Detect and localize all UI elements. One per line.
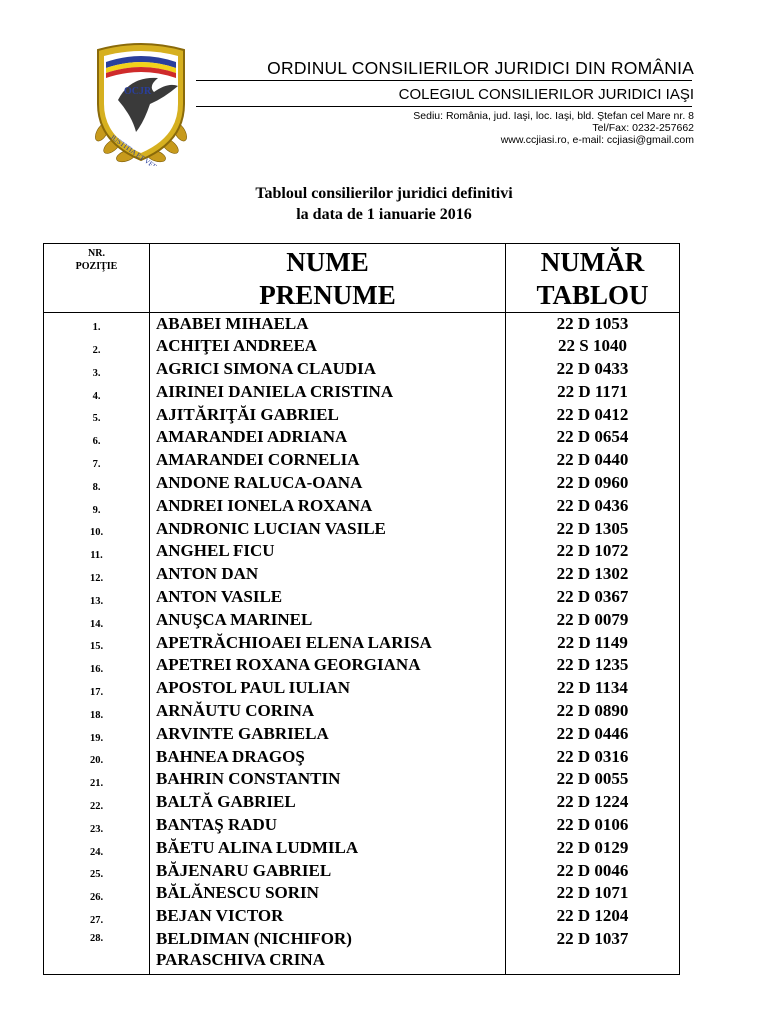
row-position: 4. <box>44 381 150 404</box>
row-name-line1: BAHNEA DRAGOŞ <box>156 746 305 766</box>
row-name-line1: BALTĂ GABRIEL <box>156 792 296 812</box>
table-row <box>44 700 680 723</box>
title-line1: Tabloul consilierilor juridici definitivi <box>255 185 513 202</box>
row-number: 22 S 1040 <box>506 335 680 358</box>
table-row <box>44 472 680 495</box>
row-name <box>150 700 506 723</box>
row-position: 28. <box>44 928 150 974</box>
row-number: 22 D 1171 <box>506 381 680 404</box>
table-row <box>44 791 680 814</box>
row-name <box>150 860 506 883</box>
row-name <box>150 791 506 814</box>
row-position: 27. <box>44 905 150 928</box>
row-number: 22 D 1053 <box>506 313 680 336</box>
row-name-line1: ANUŞCA MARINEL <box>156 609 313 629</box>
row-name <box>150 928 506 974</box>
header-nr-line1: NR. <box>88 248 105 259</box>
row-name <box>150 472 506 495</box>
row-name <box>150 837 506 860</box>
row-number: 22 D 0367 <box>506 586 680 609</box>
row-number: 22 D 0654 <box>506 426 680 449</box>
row-position: 15. <box>44 632 150 655</box>
row-name-line1: AGRICI SIMONA CLAUDIA <box>156 359 377 379</box>
row-name-line1: ANTON VASILE <box>156 587 283 607</box>
table-row <box>44 609 680 632</box>
row-name-line1: APETREI ROXANA GEORGIANA <box>156 655 421 675</box>
row-name-line1: AMARANDEI CORNELIA <box>156 450 360 470</box>
row-name <box>150 313 506 336</box>
row-position: 14. <box>44 609 150 632</box>
table-row <box>44 335 680 358</box>
web-email-text: www.ccjiasi.ro, e-mail: ccjiasi@gmail.com <box>500 134 694 146</box>
row-name-line1: ANDONE RALUCA-OANA <box>156 473 363 493</box>
row-name-line1: ANGHEL FICU <box>156 541 275 561</box>
header-name-line1: NUME <box>286 247 369 277</box>
document-title <box>0 183 768 225</box>
row-name-line1: APOSTOL PAUL IULIAN <box>156 678 350 698</box>
row-number: 22 D 0106 <box>506 814 680 837</box>
row-name-line1: ARVINTE GABRIELA <box>156 723 329 743</box>
table-row <box>44 723 680 746</box>
row-name <box>150 768 506 791</box>
row-name <box>150 495 506 518</box>
row-name <box>150 540 506 563</box>
row-number: 22 D 1305 <box>506 518 680 541</box>
row-name <box>150 677 506 700</box>
row-name <box>150 654 506 677</box>
row-name-line1: BEJAN VICTOR <box>156 906 284 926</box>
row-position: 19. <box>44 723 150 746</box>
row-number: 22 D 0960 <box>506 472 680 495</box>
table-row <box>44 586 680 609</box>
row-number: 22 D 0446 <box>506 723 680 746</box>
row-name <box>150 449 506 472</box>
row-position: 23. <box>44 814 150 837</box>
row-number: 22 D 1037 <box>506 928 680 974</box>
header-name <box>150 244 506 313</box>
header-nr <box>44 244 150 313</box>
row-name <box>150 882 506 905</box>
table-row <box>44 313 680 336</box>
row-number: 22 D 0046 <box>506 860 680 883</box>
row-position: 26. <box>44 882 150 905</box>
row-position: 18. <box>44 700 150 723</box>
address-text: Sediu: România, jud. Iaşi, loc. Iaşi, bld. Ştefan cel Mare nr. 8 <box>413 110 694 122</box>
row-name <box>150 381 506 404</box>
row-position: 12. <box>44 563 150 586</box>
row-name-line1: ANDRONIC LUCIAN VASILE <box>156 518 386 538</box>
row-name-line1: AJITĂRIŢĂI GABRIEL <box>156 404 339 424</box>
table-row <box>44 495 680 518</box>
header-num-line1: NUMĂR <box>540 247 645 277</box>
row-number: 22 D 0890 <box>506 700 680 723</box>
table-row <box>44 746 680 769</box>
row-number: 22 D 1071 <box>506 882 680 905</box>
row-position: 9. <box>44 495 150 518</box>
row-position: 1. <box>44 313 150 336</box>
row-position: 22. <box>44 791 150 814</box>
row-number: 22 D 0079 <box>506 609 680 632</box>
row-position: 17. <box>44 677 150 700</box>
row-position: 3. <box>44 358 150 381</box>
row-number: 22 D 0436 <box>506 495 680 518</box>
row-name <box>150 563 506 586</box>
row-name <box>150 632 506 655</box>
row-number: 22 D 1134 <box>506 677 680 700</box>
table-row <box>44 426 680 449</box>
row-name-line1: ACHIŢEI ANDREEA <box>156 336 318 356</box>
header-number <box>506 244 680 313</box>
row-position: 5. <box>44 404 150 427</box>
row-position: 10. <box>44 518 150 541</box>
table-row <box>44 905 680 928</box>
row-name <box>150 404 506 427</box>
row-number: 22 D 1224 <box>506 791 680 814</box>
row-name-line1: BELDIMAN (NICHIFOR) <box>156 929 352 949</box>
table-row <box>44 654 680 677</box>
row-number: 22 D 1149 <box>506 632 680 655</box>
row-name-line1: AMARANDEI ADRIANA <box>156 427 348 447</box>
row-number: 22 D 0440 <box>506 449 680 472</box>
row-name-line1: ABABEI MIHAELA <box>156 314 309 333</box>
row-position: 8. <box>44 472 150 495</box>
header-name-line2: PRENUME <box>259 280 396 310</box>
table-row <box>44 449 680 472</box>
row-name <box>150 905 506 928</box>
row-name <box>150 723 506 746</box>
table-row <box>44 837 680 860</box>
title-line2: la data de 1 ianuarie 2016 <box>296 206 472 223</box>
row-position: 6. <box>44 426 150 449</box>
table-row <box>44 928 680 974</box>
row-number: 22 D 0433 <box>506 358 680 381</box>
header-num-line2: TABLOU <box>536 280 649 310</box>
row-position: 25. <box>44 860 150 883</box>
row-name <box>150 335 506 358</box>
row-name-line2: PARASCHIVA CRINA <box>156 950 325 970</box>
row-position: 24. <box>44 837 150 860</box>
row-name <box>150 358 506 381</box>
row-name-line1: ANTON DAN <box>156 564 259 584</box>
table-row <box>44 860 680 883</box>
table-row <box>44 518 680 541</box>
row-name-line1: BĂJENARU GABRIEL <box>156 860 332 880</box>
header-divider <box>196 80 692 81</box>
table-row <box>44 814 680 837</box>
row-number: 22 D 1302 <box>506 563 680 586</box>
row-position: 16. <box>44 654 150 677</box>
row-number: 22 D 1204 <box>506 905 680 928</box>
row-number: 22 D 1235 <box>506 654 680 677</box>
row-number: 22 D 1072 <box>506 540 680 563</box>
row-position: 2. <box>44 335 150 358</box>
table-row <box>44 563 680 586</box>
row-number: 22 D 0412 <box>506 404 680 427</box>
row-name-line1: BĂLĂNESCU SORIN <box>156 883 319 903</box>
row-position: 20. <box>44 746 150 769</box>
row-name <box>150 426 506 449</box>
row-position: 11. <box>44 540 150 563</box>
row-position: 7. <box>44 449 150 472</box>
row-name-line1: BANTAŞ RADU <box>156 815 278 835</box>
table-row <box>44 677 680 700</box>
table-row <box>44 540 680 563</box>
org-name: ORDINUL CONSILIERILOR JURIDICI DIN ROMÂNIA <box>267 58 694 78</box>
row-position: 21. <box>44 768 150 791</box>
row-name-line1: BAHRIN CONSTANTIN <box>156 769 341 789</box>
table-header-row <box>44 244 680 313</box>
row-name <box>150 746 506 769</box>
row-name <box>150 586 506 609</box>
row-number: 22 D 0129 <box>506 837 680 860</box>
table-row <box>44 882 680 905</box>
row-name-line1: APETRĂCHIOAEI ELENA LARISA <box>156 632 432 652</box>
table-row <box>44 381 680 404</box>
row-number: 22 D 0316 <box>506 746 680 769</box>
table-row <box>44 404 680 427</box>
row-name <box>150 609 506 632</box>
header-divider <box>196 106 692 107</box>
header-nr-line2: POZIŢIE <box>75 261 118 272</box>
row-name-line1: AIRINEI DANIELA CRISTINA <box>156 381 394 401</box>
ocjr-logo <box>88 42 194 166</box>
table-row <box>44 358 680 381</box>
row-name-line1: BĂETU ALINA LUDMILA <box>156 837 359 857</box>
row-name <box>150 814 506 837</box>
row-name-line1: ARNĂUTU CORINA <box>156 701 315 721</box>
table-row <box>44 768 680 791</box>
row-name <box>150 518 506 541</box>
row-name-line1: ANDREI IONELA ROXANA <box>156 495 373 515</box>
row-number: 22 D 0055 <box>506 768 680 791</box>
row-position: 13. <box>44 586 150 609</box>
college-name: COLEGIUL CONSILIERILOR JURIDICI IAŞI <box>398 86 694 103</box>
telfax-text: Tel/Fax: 0232-257662 <box>592 122 694 134</box>
logo-acronym: OCJR <box>124 86 152 97</box>
counselors-table <box>43 243 680 975</box>
table-row <box>44 632 680 655</box>
